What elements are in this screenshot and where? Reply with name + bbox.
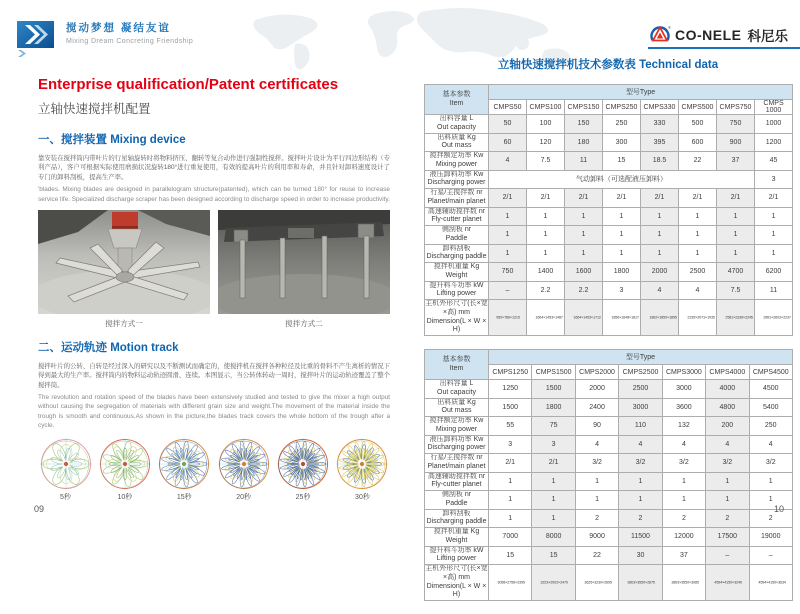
spec-value-cell: 2400	[575, 398, 618, 417]
spec-value-cell: 2/1	[527, 189, 565, 208]
spec-row	[425, 152, 793, 171]
spec-value-cell: 1	[717, 226, 755, 245]
spec-value-cell: 1664×1453×1712	[565, 300, 603, 336]
spec-value-cell: 4500	[749, 380, 792, 399]
slogan-cn: 搅动梦想 凝结友谊	[66, 22, 171, 34]
spec-value-cell: 4	[489, 152, 527, 171]
row-label-cell: 卸料刮板 Discharging paddle	[425, 509, 489, 528]
spec-value-cell: 1600	[565, 263, 603, 282]
spec-table-large-models	[424, 349, 793, 601]
track-20s-graphic	[218, 438, 270, 490]
spec-value-cell: 1500	[489, 398, 532, 417]
spec-value-cell: 1	[706, 472, 749, 491]
spec-row	[425, 189, 793, 208]
spec-value-cell: 15	[532, 546, 575, 565]
spec-row	[425, 300, 793, 336]
spec-value-cell: 120	[527, 133, 565, 152]
track-label: 20秒	[236, 494, 252, 502]
spec-value-cell: 600	[679, 133, 717, 152]
spec-value-cell: 1	[717, 207, 755, 226]
track-label: 25秒	[295, 494, 311, 502]
spec-value-cell: 750	[717, 115, 755, 134]
spec-value-cell: 15	[489, 546, 532, 565]
motion-track-diagram	[157, 438, 212, 502]
row-label-cell: 提升料斗功率 kW Lifting power	[425, 546, 489, 565]
row-label-cell: 行星/主搅拌数 nr Planet/main planet	[425, 454, 489, 473]
model-header-cell: CMPS330	[641, 100, 679, 115]
spec-value-cell: 11500	[619, 528, 662, 547]
spec-value-cell: 2	[619, 509, 662, 528]
spec-value-cell: 45	[755, 152, 793, 171]
spec-value-cell: 1	[641, 226, 679, 245]
model-header-cell: CMPS1500	[532, 365, 575, 380]
model-header-cell: CMPS500	[679, 100, 717, 115]
spec-value-cell: 2	[749, 509, 792, 528]
spec-value-cell: 11	[565, 152, 603, 171]
spec-value-cell: 1	[489, 509, 532, 528]
spec-row	[425, 546, 793, 565]
spec-row	[425, 207, 793, 226]
row-label-cell: 卸料刮板 Discharging paddle	[425, 244, 489, 263]
row-label-cell: 提升料斗功率 kW Lifting power	[425, 281, 489, 300]
spec-value-cell: 1	[489, 207, 527, 226]
photo1-caption: 搅拌方式一	[105, 318, 143, 328]
chevron-logo-icon	[16, 20, 58, 58]
spec-value-cell: 900	[717, 133, 755, 152]
spec-value-cell: 1	[532, 509, 575, 528]
spec-value-cell: 2/1	[532, 454, 575, 473]
spec-value-cell: 1	[662, 491, 705, 510]
row-label-cell: 搅拌额定功率 Kw Mixing power	[425, 152, 489, 171]
row-label-cell: 搅拌机重量 Kg Weight	[425, 263, 489, 282]
spec-value-cell: 1200	[755, 133, 793, 152]
spec-value-cell: 3000	[619, 398, 662, 417]
spec-value-cell: 1	[565, 244, 603, 263]
model-header-cell: CMPS 1000	[755, 100, 793, 115]
spec-value-cell: 8000	[532, 528, 575, 547]
spec-value-cell: 3	[603, 281, 641, 300]
spec-value-cell: 1	[575, 472, 618, 491]
spec-value-cell: 4700	[717, 263, 755, 282]
spec-value-cell: 2/1	[565, 189, 603, 208]
row-label-cell: 侧刮板 nr Paddle	[425, 226, 489, 245]
spec-row	[425, 528, 793, 547]
spec-row	[425, 244, 793, 263]
spec-value-cell: 1	[603, 244, 641, 263]
spec-value-cell: 4	[641, 281, 679, 300]
row-label-cell: 主机外形尺寸(长×宽×高) mm Dimension(L × W × H)	[425, 300, 489, 336]
spec-value-cell: 1000	[755, 115, 793, 134]
spec-value-cell: 250	[603, 115, 641, 134]
motion-track-diagram	[97, 438, 152, 502]
spec-row	[425, 491, 793, 510]
mixing-photo-2	[218, 210, 390, 329]
spec-value-cell: 4	[619, 435, 662, 454]
spec-value-cell: –	[489, 281, 527, 300]
model-header-cell: CMPS250	[603, 100, 641, 115]
row-label-cell: 液压卸料功率 Kw Discharging power	[425, 170, 489, 189]
spec-value-cell: 1	[755, 207, 793, 226]
spec-value-cell: 1	[641, 244, 679, 263]
spec-value-cell: 4594×4150×3249	[706, 565, 749, 601]
row-label-cell: 高速辅助搅拌数 nr Fly-cutter planet	[425, 472, 489, 491]
spec-value-cell: 1	[532, 491, 575, 510]
header-left-brand	[16, 20, 193, 58]
section2-heading: 二、运动轨迹 Motion track	[38, 341, 179, 354]
left-page	[38, 76, 390, 502]
track-label: 10秒	[117, 494, 133, 502]
page-subtitle: 立轴快速搅拌机配置	[38, 102, 151, 116]
brand-name: CO-NELE	[675, 26, 742, 43]
spec-value-cell: 1	[619, 472, 662, 491]
spec-value-cell: 3625×3230×2695	[575, 565, 618, 601]
model-header-cell: CMPS4500	[749, 365, 792, 380]
motion-track-diagram	[216, 438, 271, 502]
spec-value-cell: 1	[489, 472, 532, 491]
spec-value-cell: 4800	[706, 398, 749, 417]
spec-value-cell: 2500	[619, 380, 662, 399]
track-10s-graphic	[99, 438, 151, 490]
spec-value-cell: 3	[532, 435, 575, 454]
spec-value-cell: 9000	[575, 528, 618, 547]
track-label: 30秒	[355, 494, 370, 502]
model-header-cell: CMPS150	[565, 100, 603, 115]
spec-value-cell: 1	[527, 207, 565, 226]
spec-value-cell: 1	[619, 491, 662, 510]
spec-value-cell: 2000	[641, 263, 679, 282]
spec-row	[425, 170, 793, 189]
spec-value-cell: –	[749, 546, 792, 565]
spec-value-cell: 1664×1453×1487	[527, 300, 565, 336]
spec-value-cell: 250	[749, 417, 792, 436]
row-label-cell: 基本参数 Item	[425, 85, 489, 115]
spec-value-cell: 4	[662, 435, 705, 454]
spec-value-cell: 2/1	[641, 189, 679, 208]
spec-value-cell: 1	[527, 244, 565, 263]
spec-value-cell: 110	[619, 417, 662, 436]
spec-value-cell: 1	[565, 226, 603, 245]
spec-value-cell: 1	[527, 226, 565, 245]
spec-value-cell: 1	[603, 207, 641, 226]
model-header-cell: CMPS2000	[575, 365, 618, 380]
spec-row	[425, 380, 793, 399]
spec-value-cell: 2891×2602×2237	[755, 300, 793, 336]
spec-value-cell: 2	[662, 509, 705, 528]
model-header-cell: CMPS3000	[662, 365, 705, 380]
spec-value-cell: 1	[489, 226, 527, 245]
spec-value-cell: 1	[603, 226, 641, 245]
model-header-cell: CMPS100	[527, 100, 565, 115]
spec-value-cell: 1500	[532, 380, 575, 399]
spec-value-cell: 2/1	[603, 189, 641, 208]
spec-value-cell: 60	[489, 133, 527, 152]
spec-value-cell: 37	[662, 546, 705, 565]
spec-value-cell: 3000	[662, 380, 705, 399]
spec-value-cell: 330	[641, 115, 679, 134]
svg-text:®: ®	[668, 25, 671, 30]
row-label-cell: 行星/主搅拌数 nr Planet/main planet	[425, 189, 489, 208]
spec-value-cell: 2	[706, 509, 749, 528]
spec-value-cell: 395	[641, 133, 679, 152]
spec-value-cell: 3/2	[575, 454, 618, 473]
track-label: 5秒	[60, 494, 71, 502]
mixing-photo-1	[38, 210, 210, 329]
spec-row	[425, 509, 793, 528]
spec-value-cell: 3/2	[619, 454, 662, 473]
spec-value-cell: 1862×1850×1895	[641, 300, 679, 336]
spec-value-cell: 22	[575, 546, 618, 565]
spec-value-cell: 3058×2756×2395	[489, 565, 532, 601]
spec-value-cell: 500	[679, 115, 717, 134]
motion-track-diagrams	[38, 438, 390, 502]
spec-value-cell: 55	[489, 417, 532, 436]
track-15s-graphic	[158, 438, 210, 490]
spec-value-cell: 18.5	[641, 152, 679, 171]
spec-value-cell: 2/1	[489, 189, 527, 208]
spec-value-cell: 7.5	[717, 281, 755, 300]
spec-value-cell: 3/2	[749, 454, 792, 473]
section1-body-en: 'blades. Mixing blades are designed in parallelogram structure(patented), which can be turned 180° for reuse to increase service life. Specialized discharge scraper has been designed according to discharge speed in order to increase productivity.	[38, 186, 390, 203]
spec-value-cell: 37	[717, 152, 755, 171]
spec-value-cell: 2.2	[565, 281, 603, 300]
type-header-cell: 型号Type	[489, 85, 793, 100]
spec-value-cell: 1	[706, 491, 749, 510]
brand-name-cn: 科尼乐	[747, 28, 788, 44]
spec-value-cell: 1	[641, 207, 679, 226]
spec-row	[425, 281, 793, 300]
row-label-cell: 高速辅助搅拌数 nr Fly-cutter planet	[425, 207, 489, 226]
spec-value-cell: 30	[619, 546, 662, 565]
spec-value-cell: 3803×3550×2875	[619, 565, 662, 601]
type-header-cell: 型号Type	[489, 350, 793, 365]
spec-value-cell: 4	[679, 281, 717, 300]
motion-track-diagram	[276, 438, 331, 502]
conele-logo-icon	[649, 24, 671, 45]
spec-value-cell: 1	[489, 491, 532, 510]
spec-value-cell: 200	[706, 417, 749, 436]
photo2-caption: 搅拌方式二	[285, 318, 323, 328]
spec-value-cell: 3223×2902×2470	[532, 565, 575, 601]
mixing-photo-2-image	[218, 210, 390, 314]
page-number-left: 09	[34, 504, 45, 514]
spec-value-cell: 1	[717, 244, 755, 263]
spec-row	[425, 417, 793, 436]
row-label-cell: 液压卸料功率 Kw Discharging power	[425, 435, 489, 454]
spec-row	[425, 454, 793, 473]
spec-value-cell: 1400	[527, 263, 565, 282]
motion-track-diagram	[38, 438, 93, 502]
section1-heading: 一、搅拌装置 Mixing device	[38, 134, 186, 146]
technical-data-title: 立轴快速搅拌机技术参数表 Technical data	[497, 59, 719, 71]
spec-value-cell: 3893×3550×3085	[662, 565, 705, 601]
spec-value-cell: 2/1	[489, 454, 532, 473]
spec-row	[425, 263, 793, 282]
spec-value-cell: 1	[749, 472, 792, 491]
spec-value-cell: 22	[679, 152, 717, 171]
spec-value-cell: 3/2	[706, 454, 749, 473]
spec-value-cell: 3/2	[662, 454, 705, 473]
spec-value-cell: 4	[749, 435, 792, 454]
spec-value-cell: 2/1	[755, 189, 793, 208]
spec-value-cell: 3600	[662, 398, 705, 417]
spec-value-cell: 2235×2071×1935	[679, 300, 717, 336]
track-5s-graphic	[40, 438, 92, 490]
spec-row	[425, 133, 793, 152]
spec-value-cell: 19000	[749, 528, 792, 547]
track-30s-graphic	[336, 438, 388, 490]
spec-value-cell: 7.5	[527, 152, 565, 171]
row-label-cell: 搅拌额定功率 Kw Mixing power	[425, 417, 489, 436]
track-25s-graphic	[277, 438, 329, 490]
model-header-cell: CMPS750	[717, 100, 755, 115]
header-accent-line	[648, 47, 800, 49]
spec-value-cell: 1	[575, 491, 618, 510]
spec-value-cell: 2/1	[679, 189, 717, 208]
spec-value-cell: 75	[532, 417, 575, 436]
spec-value-cell: 4	[575, 435, 618, 454]
spec-value-cell: 11	[755, 281, 793, 300]
spec-table-small-models	[424, 84, 793, 336]
section2-body-en: The revolution and rotation speed of the blades have been extensively studied and tested to give the mixer a high output without causing the segregation of materials with different grain size and weight.The movement of the material inside the trough is smooth and continuous.As shown in the picture,the blades track covers the whole bottom of the trough after a cycle.	[38, 394, 390, 429]
spec-value-cell: 1800	[603, 263, 641, 282]
spec-row	[425, 435, 793, 454]
spec-value-cell: 1	[565, 207, 603, 226]
spec-value-cell: 1856×1648×1817	[603, 300, 641, 336]
spec-value-cell: 2	[575, 509, 618, 528]
spec-value-cell: 1	[679, 226, 717, 245]
row-label-cell: 出料容量 L Out capacity	[425, 115, 489, 134]
spec-value-cell: 2.2	[527, 281, 565, 300]
spec-value-cell: 1	[489, 244, 527, 263]
spec-value-cell: 150	[565, 115, 603, 134]
spec-value-cell: 17500	[706, 528, 749, 547]
photo-row	[38, 210, 390, 329]
spec-value-cell: 50	[489, 115, 527, 134]
spec-value-cell: 7000	[489, 528, 532, 547]
spec-value-cell: 750	[489, 263, 527, 282]
spec-row	[425, 565, 793, 601]
header-right-brand	[649, 24, 788, 45]
spec-value-cell: 6200	[755, 263, 793, 282]
spec-value-cell: 1	[755, 226, 793, 245]
spec-row	[425, 472, 793, 491]
spec-value-cell: 5400	[749, 398, 792, 417]
spec-value-cell: 4594×4150×3634	[749, 565, 792, 601]
spec-value-cell: 180	[565, 133, 603, 152]
spec-row	[425, 115, 793, 134]
right-page	[424, 56, 792, 614]
model-header-cell: CMPS4000	[706, 365, 749, 380]
spec-value-cell: 1	[679, 207, 717, 226]
slogan-en: Mixing Dream Concreting Friendship	[66, 38, 194, 45]
spec-value-cell: 2000	[575, 380, 618, 399]
page-title: Enterprise qualification/Patent certificates	[38, 76, 339, 93]
spec-value-cell: 2500	[679, 263, 717, 282]
row-label-cell: 搅拌机重量 Kg Weight	[425, 528, 489, 547]
row-label-cell: 出料质量 Kg Out mass	[425, 398, 489, 417]
row-label-cell: 基本参数 Item	[425, 350, 489, 380]
spec-value-cell: 132	[662, 417, 705, 436]
spec-value-cell: 1	[662, 472, 705, 491]
spec-value-cell: 3	[489, 435, 532, 454]
spec-value-cell: 1	[532, 472, 575, 491]
spec-value-cell: 1800	[532, 398, 575, 417]
row-label-cell: 出料质量 Kg Out mass	[425, 133, 489, 152]
spec-value-cell: 气动卸料（可选配液压卸料）	[489, 170, 755, 189]
row-label-cell: 侧刮板 nr Paddle	[425, 491, 489, 510]
row-label-cell: 主机外形尺寸(长×宽×高) mm Dimension(L × W × H)	[425, 565, 489, 601]
spec-value-cell: –	[706, 546, 749, 565]
motion-track-diagram	[335, 438, 390, 502]
spec-value-cell: 1250	[489, 380, 532, 399]
spec-value-cell: 950×786×1215	[489, 300, 527, 336]
row-label-cell: 出料容量 L Out capacity	[425, 380, 489, 399]
track-label: 15秒	[176, 494, 192, 502]
section1-body-cn: 靠安装在搅拌筒内带叶片的行星轴旋转时将物料挤压、翻转等复合动作进行强制性搅拌。搅拌叶片设计为平行四边形结构（专利产品），客户可根据实际使用磨损状况旋转180°进行重复使用，有效的提高叶片的利用率和寿命，并且针对卸料速度设计了专门的卸料刮板，提高生产率。	[38, 155, 390, 181]
spec-value-cell: 3	[755, 170, 793, 189]
model-header-cell: CMPS2500	[619, 365, 662, 380]
spec-row	[425, 226, 793, 245]
spec-value-cell: 1	[755, 244, 793, 263]
header-slogans	[66, 20, 193, 45]
spec-value-cell: 4000	[706, 380, 749, 399]
spec-value-cell: 4	[706, 435, 749, 454]
model-header-cell: CMPS50	[489, 100, 527, 115]
model-header-cell: CMPS1250	[489, 365, 532, 380]
spec-value-cell: 1	[679, 244, 717, 263]
spec-value-cell: 90	[575, 417, 618, 436]
mixing-photo-1-image	[38, 210, 210, 314]
spec-value-cell: 1	[749, 491, 792, 510]
spec-value-cell: 15	[603, 152, 641, 171]
section2-body-cn: 搅拌叶片的公转、自转是经过深入的研究以及不断测试而确定的，使搅拌机在搅拌各种粒径及比重的骨料不产生离析的情况下得到最大的生产率。搅拌筒内的物料运动轨迹圆滑、连续。本图显示，当公转体转动一周时，搅拌叶片的运动轨迹覆盖了整个搅拌筒。	[38, 362, 390, 389]
page-number-right: 10	[773, 504, 784, 514]
spec-value-cell: 100	[527, 115, 565, 134]
spec-value-cell: 300	[603, 133, 641, 152]
spec-value-cell: 2/1	[717, 189, 755, 208]
spec-value-cell: 2581×2336×2245	[717, 300, 755, 336]
spec-value-cell: 12000	[662, 528, 705, 547]
spec-row	[425, 398, 793, 417]
